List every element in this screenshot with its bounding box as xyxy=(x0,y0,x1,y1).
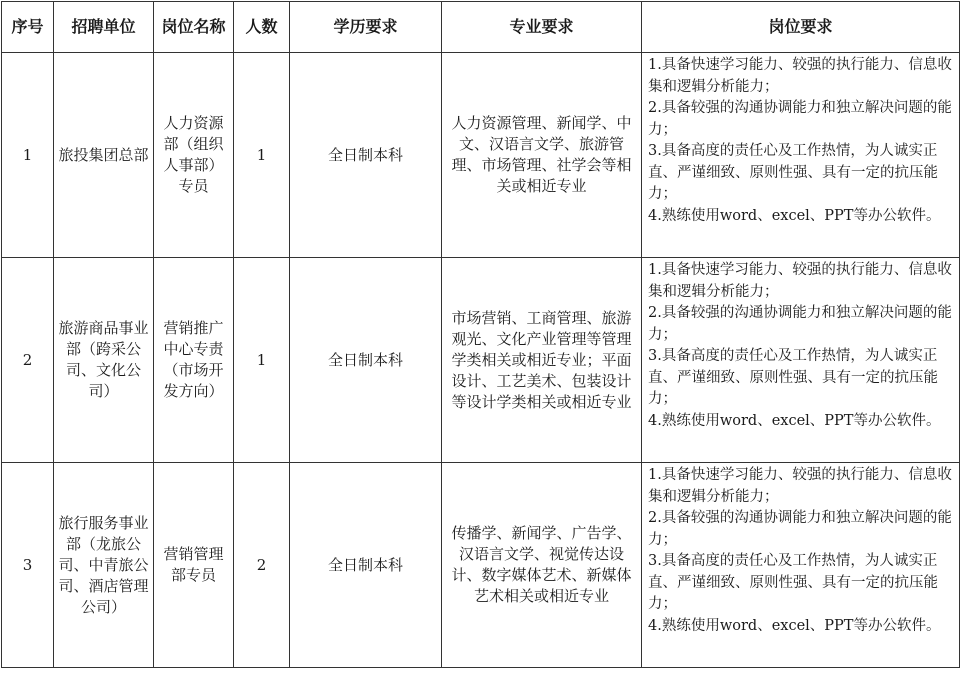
requirement-item: 4.熟练使用word、excel、PPT等办公软件。 xyxy=(648,207,941,224)
row-count: 2 xyxy=(234,463,290,668)
table-row xyxy=(2,258,960,463)
requirement-item: 4.熟练使用word、excel、PPT等办公软件。 xyxy=(648,412,941,429)
row-unit: 旅行服务事业部（龙旅公司、中青旅公司、酒店管理公司） xyxy=(54,463,154,668)
header-serial-no: 序号 xyxy=(2,2,54,53)
header-count: 人数 xyxy=(234,2,290,53)
row-position: 人力资源部（组织人事部）专员 xyxy=(154,53,234,258)
row-position: 营销管理部专员 xyxy=(154,463,234,668)
row-count: 1 xyxy=(234,53,290,258)
requirement-item: 1.具备快速学习能力、较强的执行能力、信息收集和逻辑分析能力； xyxy=(648,262,952,300)
requirement-item: 3.具备高度的责任心及工作热情，为人诚实正直、严谨细致、原则性强、具有一定的抗压能力； xyxy=(648,553,938,612)
header-unit: 招聘单位 xyxy=(54,2,154,53)
table-row xyxy=(2,463,960,668)
row-major: 人力资源管理、新闻学、中文、汉语言文学、旅游管理、市场管理、社学会等相关或相近专业 xyxy=(442,53,642,258)
requirement-item: 1.具备快速学习能力、较强的执行能力、信息收集和逻辑分析能力； xyxy=(648,57,952,95)
requirement-item: 4.熟练使用word、excel、PPT等办公软件。 xyxy=(648,617,941,634)
table-row xyxy=(2,53,960,258)
row-no: 1 xyxy=(2,53,54,258)
row-unit: 旅投集团总部 xyxy=(54,53,154,258)
requirement-item: 2.具备较强的沟通协调能力和独立解决问题的能力； xyxy=(648,510,952,548)
row-no: 2 xyxy=(2,258,54,463)
row-requirements xyxy=(642,53,960,258)
row-requirements xyxy=(642,258,960,463)
requirement-item: 3.具备高度的责任心及工作热情，为人诚实正直、严谨细致、原则性强、具有一定的抗压能力； xyxy=(648,348,938,407)
header-education: 学历要求 xyxy=(290,2,442,53)
row-no: 3 xyxy=(2,463,54,668)
requirement-item: 2.具备较强的沟通协调能力和独立解决问题的能力； xyxy=(648,100,952,138)
header-major: 专业要求 xyxy=(442,2,642,53)
row-major: 市场营销、工商管理、旅游观光、文化产业管理等管理学类相关或相近专业；平面设计、工艺美术、包装设计等设计学类相关或相近专业 xyxy=(442,258,642,463)
row-position: 营销推广中心专责（市场开发方向） xyxy=(154,258,234,463)
row-requirements xyxy=(642,463,960,668)
recruitment-table xyxy=(1,1,960,668)
row-education: 全日制本科 xyxy=(290,463,442,668)
row-count: 1 xyxy=(234,258,290,463)
row-education: 全日制本科 xyxy=(290,53,442,258)
requirement-item: 1.具备快速学习能力、较强的执行能力、信息收集和逻辑分析能力； xyxy=(648,467,952,505)
header-requirements: 岗位要求 xyxy=(642,2,960,53)
requirement-item: 3.具备高度的责任心及工作热情，为人诚实正直、严谨细致、原则性强、具有一定的抗压能力； xyxy=(648,143,938,202)
row-education: 全日制本科 xyxy=(290,258,442,463)
header-row xyxy=(2,2,960,53)
header-position: 岗位名称 xyxy=(154,2,234,53)
requirement-item: 2.具备较强的沟通协调能力和独立解决问题的能力； xyxy=(648,305,952,343)
row-unit: 旅游商品事业部（跨采公司、文化公司） xyxy=(54,258,154,463)
row-major: 传播学、新闻学、广告学、汉语言文学、视觉传达设计、数字媒体艺术、新媒体艺术相关或相近专业 xyxy=(442,463,642,668)
